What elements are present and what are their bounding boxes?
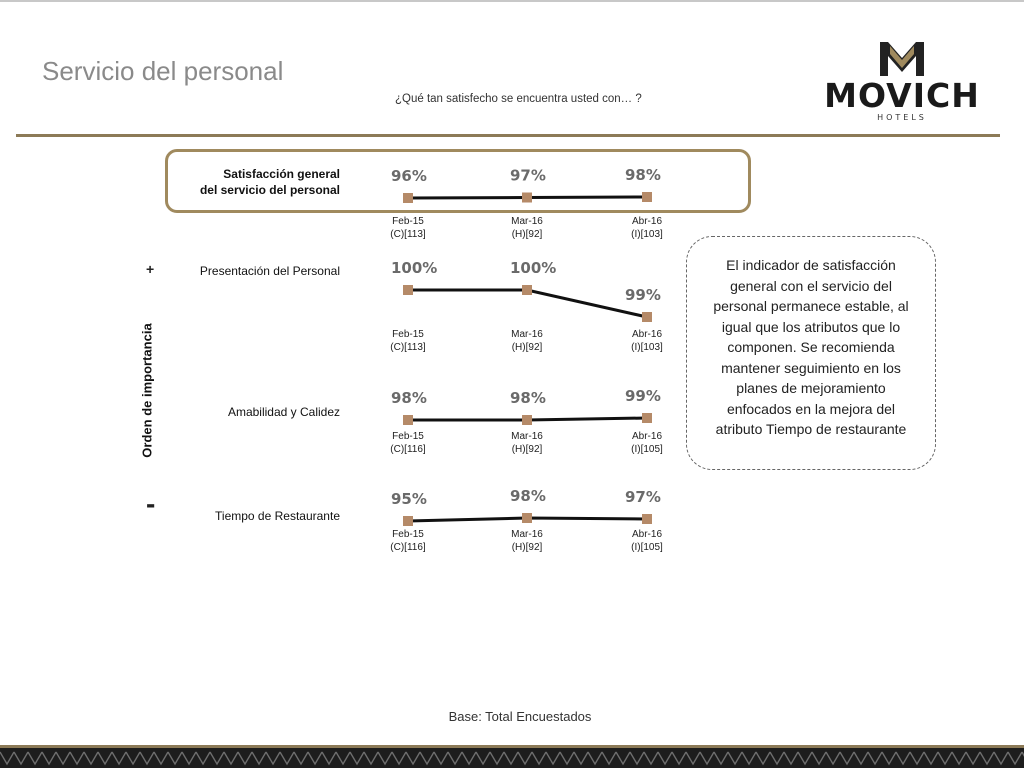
data-point <box>522 193 532 203</box>
x-tick-base: (C)[113] <box>390 342 426 353</box>
logo-sub-text: HOTELS <box>877 113 927 122</box>
x-tick-base: (C)[116] <box>390 542 426 553</box>
data-label: 97% <box>625 488 661 506</box>
logo-brand-text: MOVICH <box>824 76 980 115</box>
survey-question: ¿Qué tan satisfecho se encuentra usted con… ? <box>395 93 642 105</box>
row-label-line: del servicio del personal <box>199 183 340 197</box>
page-title: Servicio del personal <box>42 56 284 86</box>
data-point <box>403 285 413 295</box>
data-point <box>403 193 413 203</box>
data-point <box>642 413 652 423</box>
x-tick-label: Feb-15 <box>392 529 424 540</box>
x-tick-label: Abr-16 <box>631 431 663 442</box>
data-point <box>522 513 532 523</box>
data-label: 99% <box>625 387 661 405</box>
x-tick-base: (H)[92] <box>511 229 543 240</box>
x-tick-label: Feb-15 <box>392 431 424 442</box>
x-tick-base: (H)[92] <box>511 342 543 353</box>
data-point <box>522 285 532 295</box>
x-tick-label: Mar-16 <box>511 216 543 227</box>
importance-high-marker: + <box>146 261 155 277</box>
base-note: Base: Total Encuestados <box>448 709 592 724</box>
data-label: 98% <box>391 389 427 407</box>
data-label: 98% <box>510 487 546 505</box>
data-point <box>403 415 413 425</box>
data-label: 95% <box>391 490 427 508</box>
data-point <box>642 514 652 524</box>
x-tick-base: (I)[103] <box>631 229 663 240</box>
data-point <box>642 312 652 322</box>
data-point <box>642 192 652 202</box>
x-tick-label: Abr-16 <box>631 329 663 340</box>
data-label: 100% <box>391 259 438 277</box>
x-tick-label: Feb-15 <box>392 216 424 227</box>
x-tick-label: Mar-16 <box>511 431 543 442</box>
data-label: 96% <box>391 167 427 185</box>
x-tick-base: (I)[105] <box>631 444 663 455</box>
x-tick-base: (C)[116] <box>390 444 426 455</box>
x-tick-base: (H)[92] <box>511 542 543 553</box>
x-tick-label: Mar-16 <box>511 329 543 340</box>
y-axis-title: Orden de importancia <box>139 323 155 458</box>
decorative-bottom-band <box>0 745 1024 768</box>
data-label: 100% <box>510 259 557 277</box>
data-label: 98% <box>510 389 546 407</box>
data-point <box>403 516 413 526</box>
x-tick-base: (I)[105] <box>631 542 663 553</box>
x-tick-base: (C)[113] <box>390 229 426 240</box>
x-tick-label: Feb-15 <box>392 329 424 340</box>
data-point <box>522 415 532 425</box>
x-tick-label: Mar-16 <box>511 529 543 540</box>
importance-low-marker: - <box>146 488 156 519</box>
row-label-presentacion: Presentación del Personal <box>199 264 340 278</box>
x-tick-base: (I)[103] <box>631 342 663 353</box>
row-label-tiempo: Tiempo de Restaurante <box>215 509 340 523</box>
row-label-amabilidad: Amabilidad y Calidez <box>227 405 340 419</box>
x-tick-label: Abr-16 <box>631 529 663 540</box>
data-label: 98% <box>625 166 661 184</box>
insight-callout: El indicador de satisfacción general con el servicio del personal permanece estable, al igual que los atributos que lo componen. Se recomienda mantener seguimiento en los planes de mejoramiento enfocados en la mejora del atributo Tiempo de restaurante <box>686 236 936 470</box>
x-tick-label: Abr-16 <box>631 216 663 227</box>
row-label-line: Satisfacción general <box>223 167 340 181</box>
x-tick-base: (H)[92] <box>511 444 543 455</box>
data-label: 97% <box>510 166 546 185</box>
data-label: 99% <box>625 286 661 304</box>
